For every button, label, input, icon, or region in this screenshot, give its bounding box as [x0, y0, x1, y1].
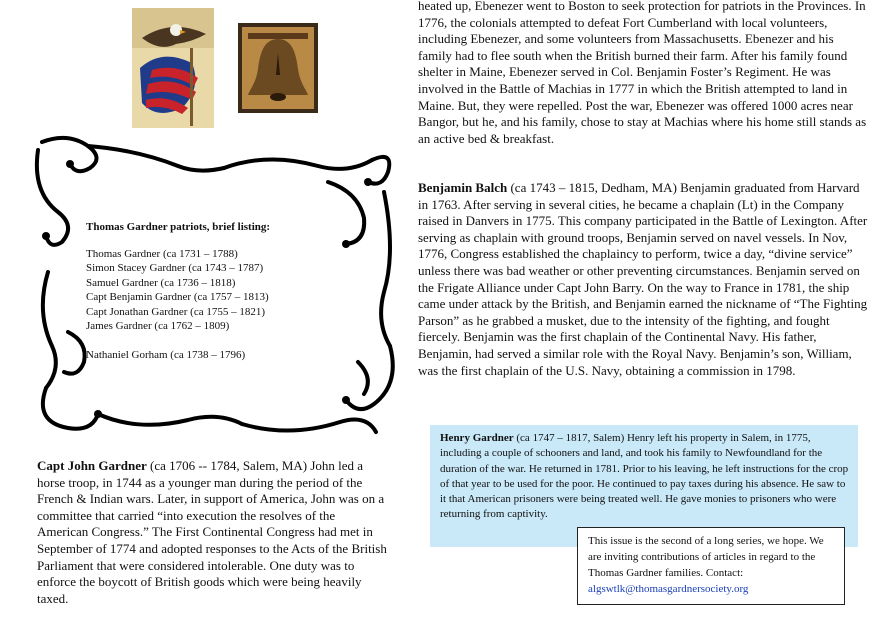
henry-gardner-name: Henry Gardner [440, 432, 514, 444]
ebenezer-paragraph [418, 0, 868, 147]
patriot-listing [86, 220, 366, 362]
ebenezer-text: heated up, Ebenezer went to Boston to seek protection for patriots in the Provinces. In 1776, the colonials attempted to defeat Fort Cumberland with local volunteers, including Ebenezer, and some volunteers from Massachusetts. Ebenezer and his family had to flee south when the British burned their farm. After his family found shelter in Maine, Ebenezer served in Col. Benjamin Foster’s Regiment. He was involved in the Battle of Machias in 1777 in which the British attempted to land in Maine. But, they were repelled. Post the war, Ebenezer was offered 1000 acres near Bangor, but he, and his family, chose to stay at Machias where his home still stands as an active bed & breakfast. [418, 0, 867, 146]
listing-item: Thomas Gardner (ca 1731 – 1788) [86, 247, 238, 260]
note-text: This issue is the second of a long series, we hope. We are inviting contributions of articles in regard to the Thomas Gardner families. Contact: [588, 535, 824, 579]
listing-item: Capt Jonathan Gardner (ca 1755 – 1821) [86, 305, 266, 318]
eagle-flag-image [132, 8, 214, 128]
listing-item: Simon Stacey Gardner (ca 1743 – 1787) [86, 262, 264, 274]
listing-item-extra: Nathaniel Gorham (ca 1738 – 1796) [86, 348, 246, 361]
listing-item: Samuel Gardner (ca 1736 – 1818) [86, 276, 236, 289]
liberty-bell-image [238, 23, 318, 113]
listing-item: James Gardner (ca 1762 – 1809) [86, 320, 230, 332]
benjamin-balch-name: Benjamin Balch [418, 180, 508, 195]
contribution-note [577, 527, 845, 605]
henry-gardner-text: (ca 1747 – 1817, Salem) Henry left his property in Salem, in 1775, including a couple of schooners and land, and took his family to Newfoundland for the duration of the war. He returned in 1781. Prior to his leaving, he left instructions for the crop of that year to be used for the poor. He continued to pay taxes during his absence. He saw to it that American prisoners were being treated well. He gave monies to prisoners who were returning from captivity. [440, 432, 849, 521]
contact-email-link[interactable]: algswtlk@thomasgardnersociety.org [588, 583, 749, 595]
listing-heading: Thomas Gardner patriots, brief listing: [86, 221, 271, 233]
john-gardner-name: Capt John Gardner [37, 458, 147, 473]
benjamin-balch-text: (ca 1743 – 1815, Dedham, MA) Benjamin graduated from Harvard in 1763. After serving in several cities, he became a chaplain (Lt) in the Company raised in Danvers in 1775. This company participated in the Battle of Lexington. After serving as chaplain with ground troops, Benjamin served on navel vessels. In Nov, 1776, Congress established the chaplaincy to perform, twice a day, “divine service” unless there was bad weather or other preventing circumstances. Benjamin served on the Frigate Alliance under Capt John Barry. On the way to France in 1781, the ship came under attack by the British, and Benjamin earned the nickname of “The Fighting Parson” as he grabbed a musket, due to the intensity of the fighting, and fought fiercely. Benjamin was the first chaplain of the Continental Navy. His father, Benjamin, had served a similar role with the Royal Navy. Benjamin’s son, William, was the first chaplain of the U.S. Navy, obtaining a commission in 1798. [418, 180, 868, 378]
listing-item: Capt Benjamin Gardner (ca 1757 – 1813) [86, 291, 269, 303]
john-gardner-text: (ca 1706 -- 1784, Salem, MA) John led a horse troop, in 1744 as a younger man during the period of the French & Indian wars. Later, in support of America, John was on a committee that carried “into execution the resolves of the American Congress.” The First Continental Congress had met in September of 1774 and adopted responses to the Acts of the British Parliament that were considered intolerable. One duty was to enforce the boycott of British goods which were being heavily taxed. [37, 458, 387, 606]
benjamin-balch-paragraph [418, 180, 868, 379]
john-gardner-paragraph [37, 458, 387, 607]
henry-gardner-paragraph [440, 431, 850, 523]
